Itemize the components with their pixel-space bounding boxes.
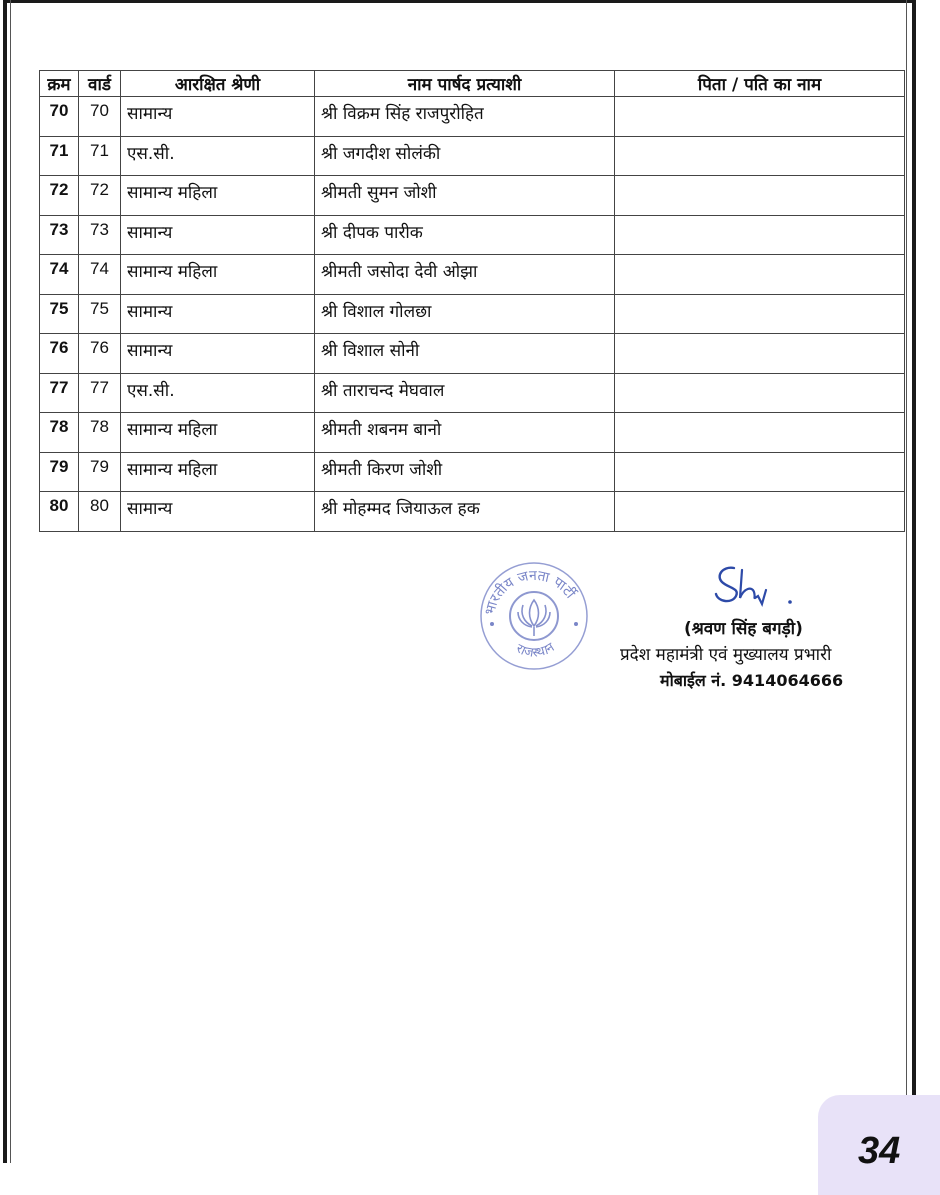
cell-candidate: श्रीमती जसोदा देवी ओझा: [315, 255, 615, 295]
cell-serial: 71: [40, 136, 79, 176]
page-number: 34: [858, 1130, 901, 1172]
cell-serial: 75: [40, 294, 79, 334]
cell-guardian: [615, 492, 905, 532]
cell-category: सामान्य: [121, 492, 315, 532]
cell-candidate: श्री दीपक पारीक: [315, 215, 615, 255]
cell-candidate: श्री विशाल सोनी: [315, 334, 615, 374]
cell-serial: 73: [40, 215, 79, 255]
table-row: [40, 334, 905, 374]
cell-guardian: [615, 373, 905, 413]
cell-guardian: [615, 176, 905, 216]
table-row: [40, 215, 905, 255]
signer-title: प्रदेश महामंत्री एवं मुख्यालय प्रभारी: [620, 645, 832, 665]
cell-serial: 72: [40, 176, 79, 216]
cell-serial: 76: [40, 334, 79, 374]
cell-category: एस.सी.: [121, 373, 315, 413]
table-row: [40, 492, 905, 532]
cell-candidate: श्री विशाल गोलछा: [315, 294, 615, 334]
cell-ward: 79: [79, 452, 121, 492]
cell-candidate: श्रीमती सुमन जोशी: [315, 176, 615, 216]
table-row: [40, 373, 905, 413]
cell-candidate: श्री विक्रम सिंह राजपुरोहित: [315, 97, 615, 137]
cell-ward: 71: [79, 136, 121, 176]
cell-ward: 73: [79, 215, 121, 255]
cell-category: सामान्य महिला: [121, 255, 315, 295]
header-category: आरक्षित श्रेणी: [121, 71, 315, 97]
table-row: [40, 136, 905, 176]
cell-category: सामान्य: [121, 215, 315, 255]
party-stamp: [478, 560, 590, 672]
stamp-text-bottom: राजस्थान: [513, 640, 558, 661]
table-row: [40, 413, 905, 453]
table-body: [40, 97, 905, 532]
signature-mark: [712, 560, 802, 612]
cell-category: सामान्य: [121, 334, 315, 374]
cell-candidate: श्रीमती शबनम बानो: [315, 413, 615, 453]
cell-serial: 78: [40, 413, 79, 453]
cell-guardian: [615, 97, 905, 137]
cell-ward: 72: [79, 176, 121, 216]
cell-ward: 70: [79, 97, 121, 137]
cell-guardian: [615, 294, 905, 334]
table-row: [40, 255, 905, 295]
table-row: [40, 97, 905, 137]
cell-candidate: श्रीमती किरण जोशी: [315, 452, 615, 492]
cell-guardian: [615, 215, 905, 255]
cell-category: सामान्य: [121, 97, 315, 137]
candidate-table: [39, 70, 905, 532]
cell-serial: 70: [40, 97, 79, 137]
lotus-icon: [518, 600, 550, 636]
table-row: [40, 176, 905, 216]
header-candidate: नाम पार्षद प्रत्याशी: [315, 71, 615, 97]
cell-ward: 80: [79, 492, 121, 532]
cell-guardian: [615, 413, 905, 453]
cell-category: सामान्य महिला: [121, 413, 315, 453]
stamp-text-top: भारतीय जनता पार्टी: [482, 567, 578, 617]
header-ward: वार्ड: [79, 71, 121, 97]
cell-serial: 77: [40, 373, 79, 413]
cell-guardian: [615, 452, 905, 492]
cell-category: सामान्य महिला: [121, 452, 315, 492]
cell-serial: 80: [40, 492, 79, 532]
cell-serial: 74: [40, 255, 79, 295]
cell-guardian: [615, 334, 905, 374]
cell-candidate: श्री ताराचन्द मेघवाल: [315, 373, 615, 413]
cell-category: सामान्य महिला: [121, 176, 315, 216]
table-row: [40, 452, 905, 492]
cell-serial: 79: [40, 452, 79, 492]
cell-category: सामान्य: [121, 294, 315, 334]
cell-candidate: श्री मोहम्मद जियाऊल हक: [315, 492, 615, 532]
table-row: [40, 294, 905, 334]
signer-name: (श्रवण सिंह बगड़ी): [684, 619, 803, 639]
cell-ward: 75: [79, 294, 121, 334]
cell-ward: 74: [79, 255, 121, 295]
header-serial: क्रम: [40, 71, 79, 97]
cell-guardian: [615, 255, 905, 295]
header-guardian: पिता / पति का नाम: [615, 71, 905, 97]
cell-category: एस.सी.: [121, 136, 315, 176]
cell-ward: 76: [79, 334, 121, 374]
cell-ward: 78: [79, 413, 121, 453]
table-header-row: [40, 71, 905, 97]
cell-ward: 77: [79, 373, 121, 413]
signer-mobile: मोबाईल नं. 9414064666: [660, 671, 844, 690]
cell-guardian: [615, 136, 905, 176]
cell-candidate: श्री जगदीश सोलंकी: [315, 136, 615, 176]
